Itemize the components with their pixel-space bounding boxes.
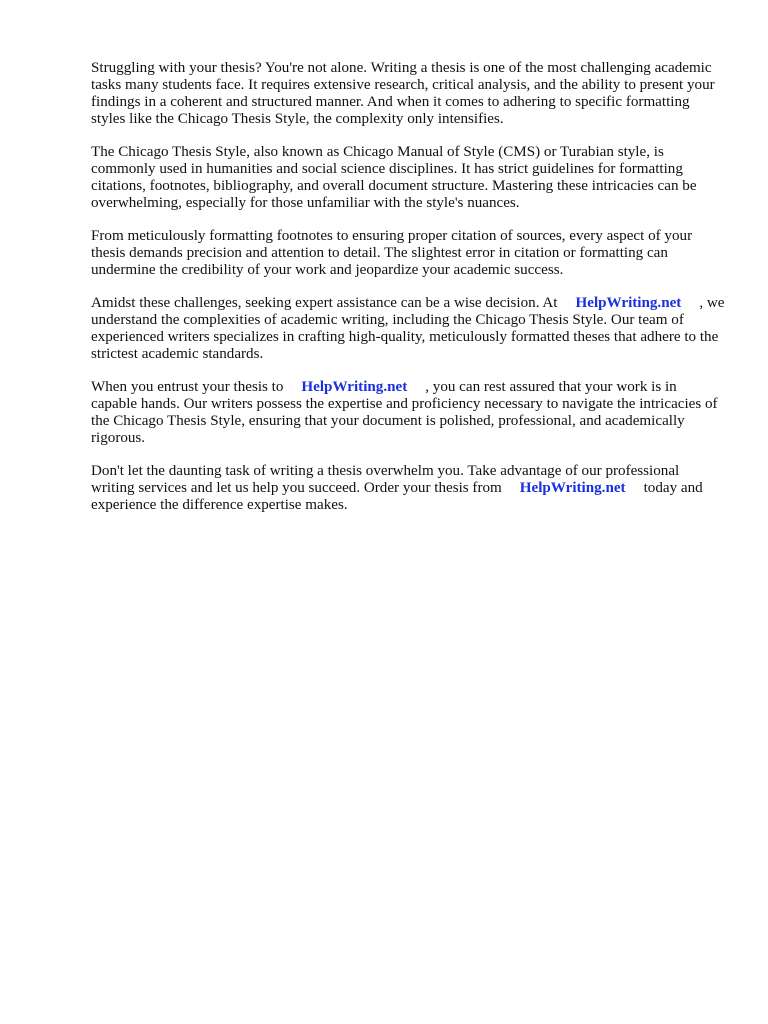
paragraph-text: Amidst these challenges, seeking expert assistance can be a wise decision. At: [91, 295, 558, 311]
paragraph-chicago-style: The Chicago Thesis Style, also known as Chicago Manual of Style (CMS) or Turabian style, is commonly used in humanities and social science disciplines. It has strict guidelines for formatting citations, footnotes, bibliography, and overall document structure. Mastering these intricacies can be overwhelming, especially for those unfamiliar with the style's nuances.: [91, 144, 697, 211]
paragraph-precision: From meticulously formatting footnotes to ensuring proper citation of sources, every aspect of your thesis demands precision and attention to detail. The slightest error in citation or formatting can undermine the credibility of your work and jeopardize your academic success.: [91, 228, 693, 278]
helpwriting-link-3[interactable]: HelpWriting.net: [519, 480, 626, 496]
paragraph-entrust: [91, 379, 725, 447]
paragraph-text: today and experience the difference expertise makes.: [91, 480, 703, 513]
paragraph-text: Don't let the daunting task of writing a thesis overwhelm you. Take advantage of our professional writing services and let us help you succeed. Order your thesis from: [91, 463, 680, 496]
helpwriting-link-1[interactable]: HelpWriting.net: [575, 295, 682, 311]
document-body: [91, 60, 725, 530]
paragraph-text: When you entrust your thesis to: [91, 379, 284, 395]
paragraph-expert-assistance: [91, 295, 725, 363]
paragraph-order: [91, 463, 725, 514]
helpwriting-link-2[interactable]: HelpWriting.net: [301, 379, 408, 395]
paragraph-text: , we understand the complexities of academic writing, including the Chicago Thesis Style. Our team of experienced writers specializes in crafting high-quality, meticulously formatted theses that adhere to the strictest academic standards.: [91, 295, 725, 362]
paragraph-text: , you can rest assured that your work is in capable hands. Our writers possess the expertise and proficiency necessary to navigate the intricacies of the Chicago Thesis Style, ensuring that your document is polished, professional, and academically rigorous.: [91, 379, 718, 446]
paragraph-intro: Struggling with your thesis? You're not alone. Writing a thesis is one of the most challenging academic tasks many students face. It requires extensive research, critical analysis, and the ability to present your findings in a coherent and structured manner. And when it comes to adhering to specific formatting styles like the Chicago Thesis Style, the complexity only intensifies.: [91, 60, 715, 127]
